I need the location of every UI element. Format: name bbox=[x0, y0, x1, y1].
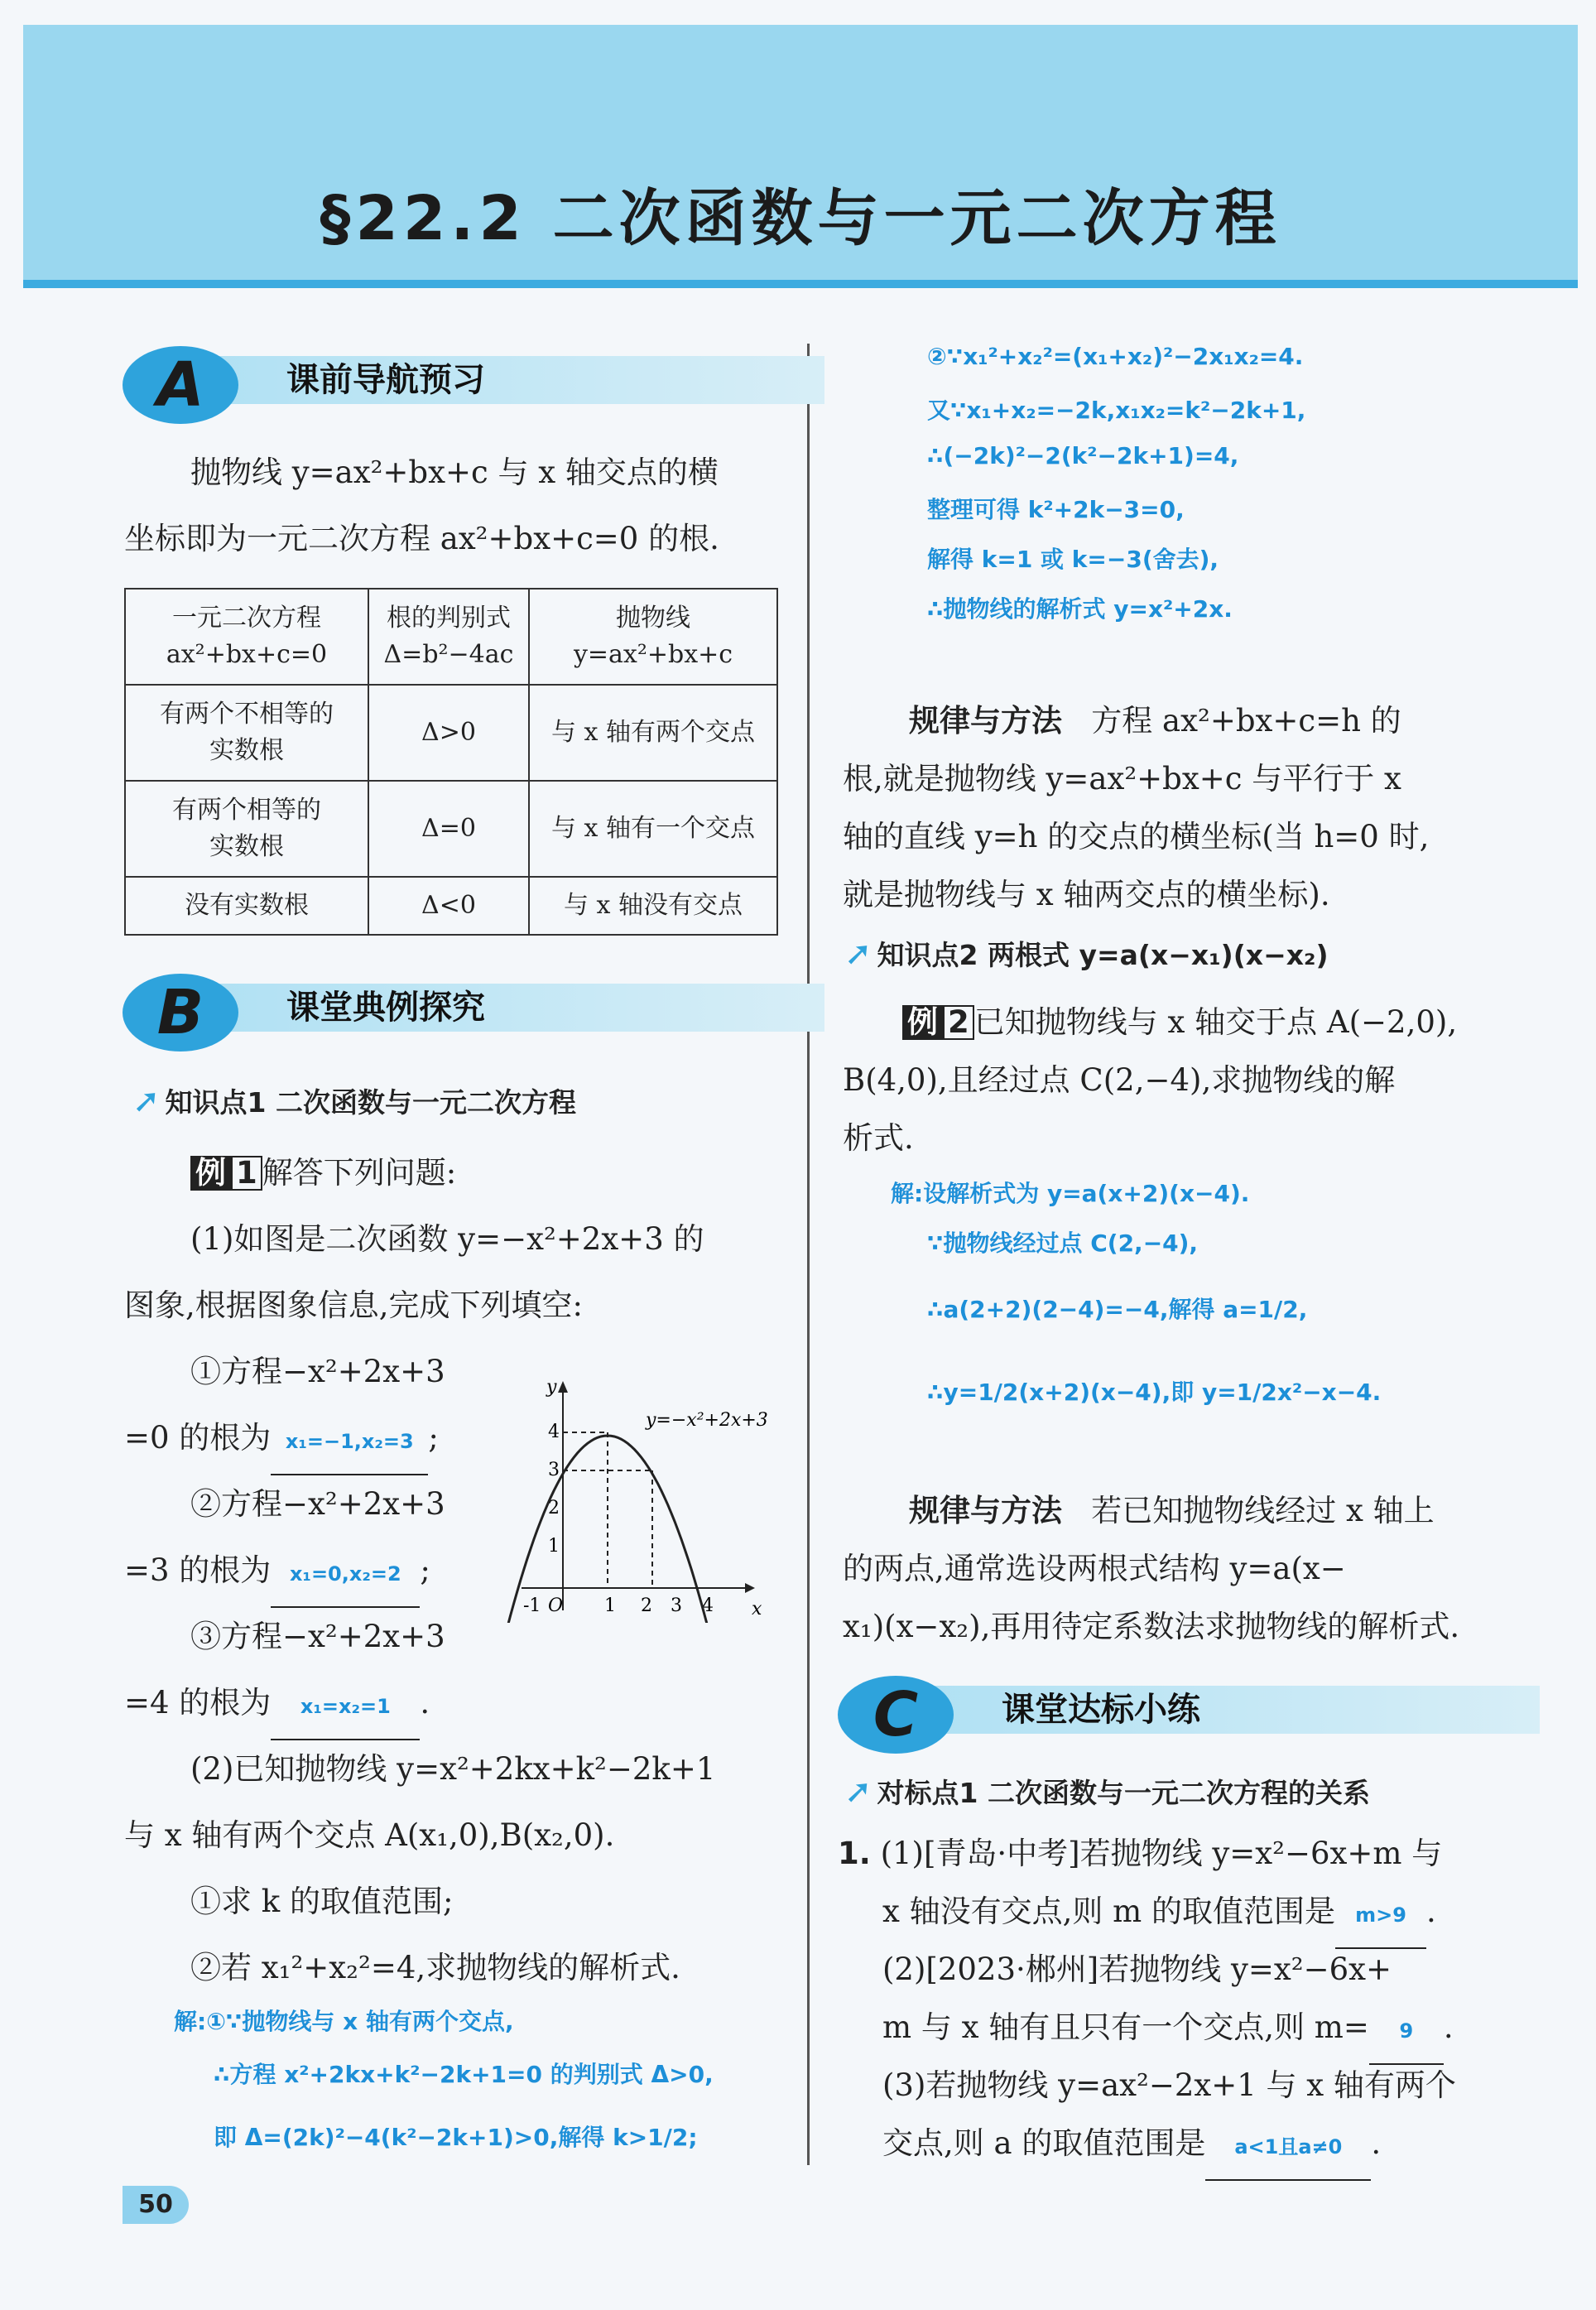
x-axis-label: x bbox=[752, 1599, 762, 1619]
x-tick-label: 4 bbox=[702, 1595, 714, 1616]
ex1-q3-b: =4 的根为 x₁=x₂=1 . bbox=[124, 1671, 430, 1740]
solution-line: ∵抛物线经过点 C(2,−4), bbox=[927, 1230, 1199, 1257]
solution-line: ∴a(2+2)(2−4)=−4,解得 a=1/2, bbox=[927, 1296, 1308, 1323]
solution-line: ②∵x₁²+x₂²=(x₁+x₂)²−2x₁x₂=4. bbox=[927, 343, 1304, 370]
solution-line: 解得 k=1 或 k=−3(舍去), bbox=[927, 546, 1219, 573]
ex1-q3-a: ③方程−x²+2x+3 bbox=[190, 1619, 445, 1654]
x-tick-label: 1 bbox=[604, 1595, 616, 1616]
q1-part1-b: x 轴没有交点,则 m 的取值范围是 m>9 . bbox=[882, 1879, 1436, 1949]
chapter-header bbox=[23, 25, 1578, 288]
rule-1-line-c: 轴的直线 y=h 的交点的横坐标(当 h=0 时, bbox=[843, 819, 1430, 854]
arrow-icon: ➚ bbox=[844, 935, 873, 973]
page-title: §22.2 二次函数与一元二次方程 bbox=[320, 183, 1281, 254]
table-row bbox=[125, 877, 777, 935]
example-label: 例 bbox=[190, 1156, 231, 1191]
table-row bbox=[125, 685, 777, 781]
ex1-part1-b: 图象,根据图象信息,完成下列填空: bbox=[124, 1287, 583, 1323]
curve-label: y=−x²+2x+3 bbox=[646, 1410, 768, 1431]
table-cell: Δ>0 bbox=[368, 685, 529, 781]
rule-title: 规律与方法 bbox=[909, 1493, 1062, 1528]
table-cell: 有两个相等的 实数根 bbox=[125, 781, 368, 877]
ex1-part1-a: (1)如图是二次函数 y=−x²+2x+3 的 bbox=[190, 1221, 704, 1257]
answer-blank: x₁=0,x₂=2 bbox=[271, 1542, 420, 1608]
table-row bbox=[125, 781, 777, 877]
ex1-part2-c: ①求 k 的取值范围; bbox=[190, 1884, 454, 1919]
example-1-stem: 例 1 解答下列问题: bbox=[190, 1141, 456, 1206]
section-b-title: 课堂典例探究 bbox=[171, 984, 824, 1032]
y-tick-label: 4 bbox=[548, 1422, 560, 1442]
table-header-cell: 一元二次方程 ax²+bx+c=0 bbox=[125, 589, 368, 685]
ex1-part2-a: (2)已知抛物线 y=x²+2kx+k²−2k+1 bbox=[190, 1751, 716, 1787]
solution-line: ∴y=1/2(x+2)(x−4),即 y=1/2x²−x−4. bbox=[927, 1379, 1382, 1406]
rule-2-line-c: x₁)(x−x₂),再用待定系数法求抛物线的解析式. bbox=[843, 1609, 1460, 1644]
ex1-part2-d: ②若 x₁²+x₂²=4,求抛物线的解析式. bbox=[190, 1950, 680, 1985]
q1-part2-a: (2)[2023·郴州]若抛物线 y=x²−6x+ bbox=[882, 1951, 1392, 1987]
solution-line: ∴方程 x²+2kx+k²−2k+1=0 的判别式 Δ>0, bbox=[214, 2061, 714, 2088]
y-axis-label: y bbox=[546, 1377, 557, 1398]
discriminant-table bbox=[124, 588, 778, 936]
origin-label: O bbox=[548, 1595, 564, 1616]
q1-part3-a: (3)若抛物线 y=ax²−2x+1 与 x 轴有两个 bbox=[882, 2067, 1456, 2103]
y-tick-label: 2 bbox=[548, 1498, 560, 1518]
example-label: 例 bbox=[902, 1005, 943, 1040]
example-2-stem: 例 2 已知抛物线与 x 轴交于点 A(−2,0), bbox=[902, 990, 1457, 1055]
solution-line: ∴抛物线的解析式 y=x²+2x. bbox=[927, 595, 1233, 623]
rule-1-line-d: 就是抛物线与 x 轴两交点的横坐标). bbox=[843, 877, 1330, 912]
parabola-graph bbox=[505, 1374, 786, 1623]
table-cell: 与 x 轴没有交点 bbox=[529, 877, 777, 935]
ex1-q2-b: =3 的根为 x₁=0,x₂=2 ; bbox=[124, 1538, 430, 1608]
answer-blank: 9 bbox=[1369, 1999, 1444, 2065]
ex1-q2-a: ②方程−x²+2x+3 bbox=[190, 1486, 445, 1522]
rule-title: 规律与方法 bbox=[909, 703, 1062, 739]
table-header-cell: 根的判别式 Δ=b²−4ac bbox=[368, 589, 529, 685]
answer-blank: x₁=−1,x₂=3 bbox=[271, 1409, 428, 1475]
table-cell: Δ=0 bbox=[368, 781, 529, 877]
table-cell: Δ<0 bbox=[368, 877, 529, 935]
knowledge-point-1: ➚ 知识点1 二次函数与一元二次方程 bbox=[132, 1082, 576, 1120]
example-number: 1 bbox=[231, 1156, 262, 1191]
column-divider bbox=[807, 344, 810, 2165]
example-2-line-c: 析式. bbox=[843, 1120, 914, 1156]
q1-part1-a: 1. (1)[青岛·中考]若抛物线 y=x²−6x+m 与 bbox=[838, 1836, 1443, 1871]
table-header-row bbox=[125, 589, 777, 685]
rule-2-line-a: 规律与方法 若已知抛物线经过 x 轴上 bbox=[909, 1493, 1435, 1528]
rule-1-line-a: 规律与方法 方程 ax²+bx+c=h 的 bbox=[909, 703, 1401, 739]
answer-blank: m>9 bbox=[1335, 1883, 1426, 1949]
solution-line: 即 Δ=(2k)²−4(k²−2k+1)>0,解得 k>1/2; bbox=[214, 2124, 698, 2151]
table-header-cell: 抛物线 y=ax²+bx+c bbox=[529, 589, 777, 685]
ex1-part2-b: 与 x 轴有两个交点 A(x₁,0),B(x₂,0). bbox=[124, 1817, 615, 1853]
ex1-q1-b: =0 的根为 x₁=−1,x₂=3 ; bbox=[124, 1406, 439, 1475]
answer-blank: x₁=x₂=1 bbox=[271, 1674, 420, 1740]
section-c-title: 课堂达标小练 bbox=[886, 1686, 1540, 1734]
solution-line: 解:设解析式为 y=a(x+2)(x−4). bbox=[891, 1180, 1250, 1207]
y-axis-arrow bbox=[558, 1381, 568, 1393]
arrow-icon: ➚ bbox=[844, 1773, 873, 1811]
solution-line: ∴(−2k)²−2(k²−2k+1)=4, bbox=[927, 442, 1239, 469]
knowledge-point-2: ➚ 知识点2 两根式 y=a(x−x₁)(x−x₂) bbox=[844, 935, 1329, 973]
solution-line: 又∵x₁+x₂=−2k,x₁x₂=k²−2k+1, bbox=[927, 397, 1306, 424]
page-number: 50 bbox=[123, 2186, 189, 2224]
example-number: 2 bbox=[943, 1005, 974, 1040]
ex1-q1-a: ①方程−x²+2x+3 bbox=[190, 1354, 445, 1389]
table-cell: 与 x 轴有一个交点 bbox=[529, 781, 777, 877]
x-tick-label: 3 bbox=[671, 1595, 682, 1616]
q1-part2-b: m 与 x 轴有且只有一个交点,则 m= 9 . bbox=[882, 1995, 1454, 2065]
rule-2-line-b: 的两点,通常选设两根式结构 y=a(x− bbox=[843, 1551, 1346, 1586]
section-c-letter: C bbox=[838, 1676, 954, 1754]
section-b-letter: B bbox=[123, 974, 238, 1052]
x-axis-arrow bbox=[745, 1583, 755, 1593]
arrow-icon: ➚ bbox=[132, 1082, 161, 1120]
x-tick-label: 2 bbox=[641, 1595, 652, 1616]
table-cell: 与 x 轴有两个交点 bbox=[529, 685, 777, 781]
solution-line: 整理可得 k²+2k−3=0, bbox=[927, 496, 1185, 523]
section-a-title: 课前导航预习 bbox=[171, 356, 824, 404]
rule-1-line-b: 根,就是抛物线 y=ax²+bx+c 与平行于 x bbox=[843, 761, 1401, 796]
example-2-line-b: B(4,0),且经过点 C(2,−4),求抛物线的解 bbox=[843, 1062, 1396, 1098]
table-cell: 没有实数根 bbox=[125, 877, 368, 935]
intro-line-2: 坐标即为一元二次方程 ax²+bx+c=0 的根. bbox=[124, 521, 719, 556]
question-number: 1. bbox=[838, 1836, 871, 1871]
x-tick-label: -1 bbox=[523, 1595, 541, 1616]
solution-line: 解:①∵抛物线与 x 轴有两个交点, bbox=[174, 2008, 514, 2035]
q1-part3-b: 交点,则 a 的取值范围是 a<1且a≠0 . bbox=[882, 2111, 1381, 2181]
section-a-letter: A bbox=[123, 346, 238, 424]
target-point-1: ➚ 对标点1 二次函数与一元二次方程的关系 bbox=[844, 1773, 1370, 1811]
y-tick-label: 3 bbox=[548, 1460, 560, 1480]
intro-line-1: 抛物线 y=ax²+bx+c 与 x 轴交点的横 bbox=[190, 455, 719, 490]
y-tick-label: 1 bbox=[548, 1536, 560, 1557]
answer-blank: a<1且a≠0 bbox=[1205, 2115, 1371, 2181]
table-cell: 有两个不相等的 实数根 bbox=[125, 685, 368, 781]
